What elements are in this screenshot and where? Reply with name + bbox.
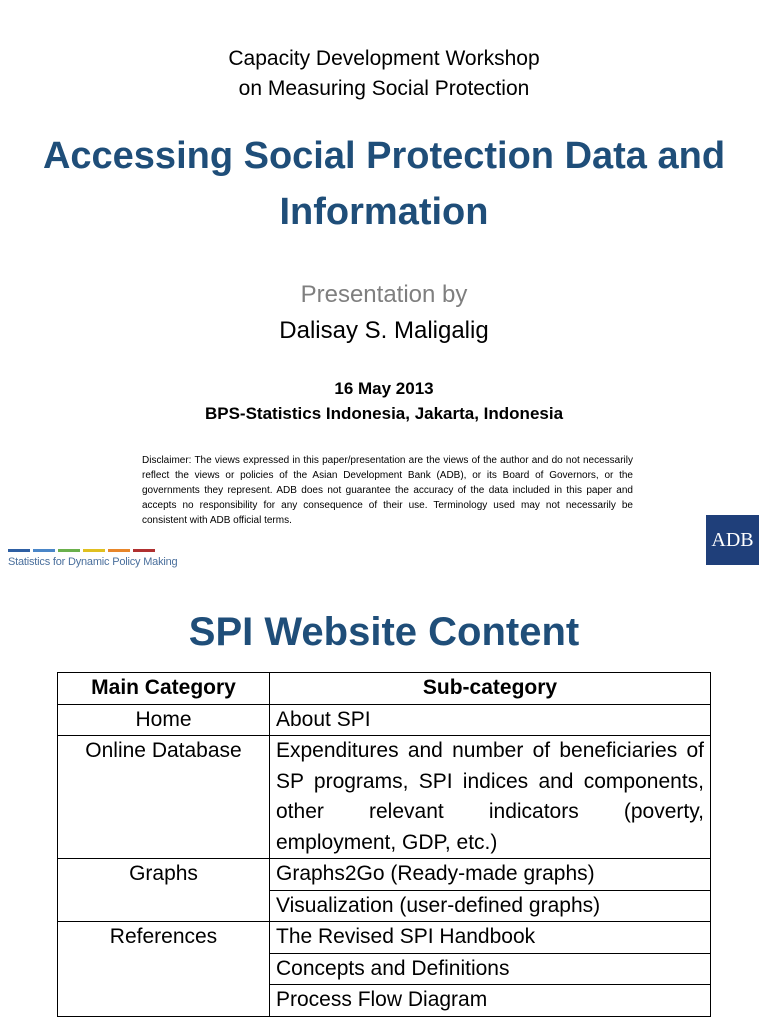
presentation-by-label: Presentation by <box>300 281 468 308</box>
sub-category-cell: The Revised SPI Handbook <box>270 922 711 954</box>
main-category-cell: Graphs <box>58 859 270 922</box>
main-category-cell: References <box>58 922 270 1017</box>
table-row <box>58 704 711 736</box>
sub-category-cell: Process Flow Diagram <box>270 985 711 1017</box>
presentation-title: Accessing Social Protection Data and Information <box>42 135 726 233</box>
main-category-cell: Home <box>58 704 270 736</box>
table-row <box>58 736 711 859</box>
adb-logo: ADB <box>706 515 759 565</box>
presentation-venue: BPS-Statistics Indonesia, Jakarta, Indonesia <box>204 404 564 423</box>
color-bar <box>8 549 30 552</box>
color-bars-decoration <box>8 549 158 552</box>
presentation-date: 16 May 2013 <box>334 379 434 398</box>
content-table <box>57 672 711 1017</box>
color-bar <box>58 549 80 552</box>
disclaimer-text: Disclaimer: The views expressed in this paper/presentation are the views of the author and do not necessarily reflect the views or policies of the Asian Development Bank (ADB), or its Board of Governors, or the governments they represent. ADB does not guarantee the accuracy of the data included in this paper and accepts no responsibility for any consequence of their use. Terminology used may not necessarily be consistent with ADB official terms. <box>142 455 633 526</box>
color-bar <box>33 549 55 552</box>
workshop-line-2: on Measuring Social Protection <box>238 77 530 100</box>
color-bar <box>133 549 155 552</box>
main-category-cell: Online Database <box>58 736 270 859</box>
sub-category-cell: Visualization (user-defined graphs) <box>270 890 711 922</box>
header-main-category: Main Category <box>58 673 270 705</box>
table-row <box>58 922 711 954</box>
sub-category-cell: Graphs2Go (Ready-made graphs) <box>270 859 711 891</box>
workshop-line-1: Capacity Development Workshop <box>228 47 540 70</box>
table-row <box>58 859 711 891</box>
slide-title: SPI Website Content <box>188 610 580 654</box>
color-bar <box>108 549 130 552</box>
color-bar <box>83 549 105 552</box>
header-sub-category: Sub-category <box>270 673 711 705</box>
sub-category-cell: About SPI <box>270 704 711 736</box>
workshop-name <box>0 44 768 104</box>
sub-category-cell: Concepts and Definitions <box>270 953 711 985</box>
table-header-row <box>58 673 711 705</box>
tagline: Statistics for Dynamic Policy Making <box>8 556 178 568</box>
sub-category-cell: Expenditures and number of beneficiaries of SP programs, SPI indices and components, other relevant indicators (poverty, employment, GDP, etc.) <box>270 736 711 859</box>
author-name: Dalisay S. Maligalig <box>279 317 489 344</box>
